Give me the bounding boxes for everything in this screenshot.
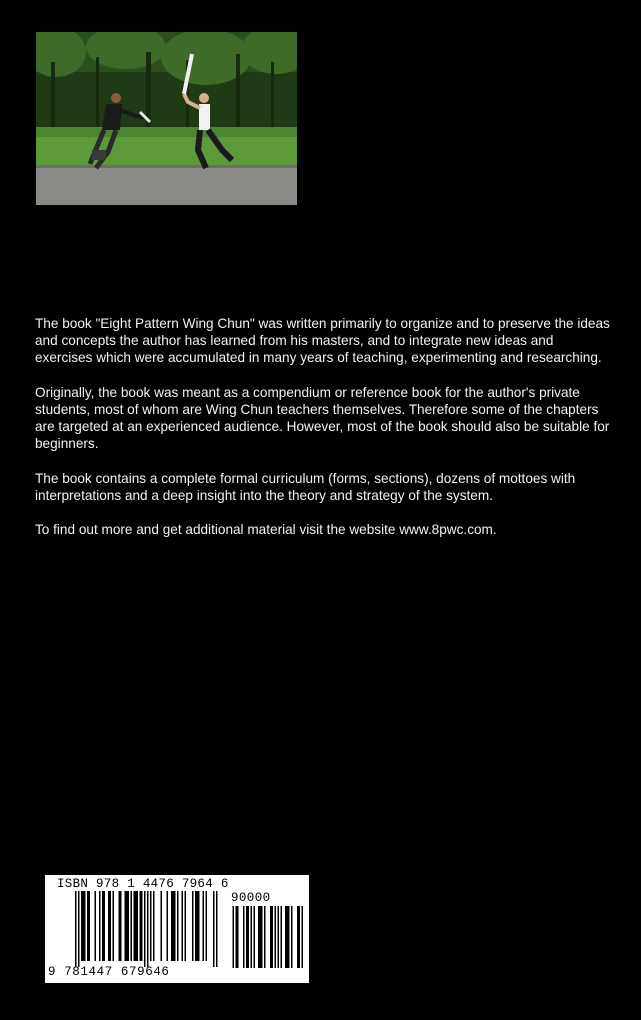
ean-barcode-bars	[75, 891, 225, 967]
barcode-bar	[119, 891, 121, 961]
barcode-bar	[137, 891, 139, 961]
barcode-bar	[213, 891, 215, 967]
barcode-bar	[161, 891, 163, 961]
barcode-bar	[174, 891, 176, 961]
barcode-bar	[185, 891, 187, 961]
addon-bar	[264, 906, 266, 968]
barcode-bar	[78, 891, 80, 967]
barcode-bar	[173, 891, 175, 961]
barcode-bar	[147, 891, 149, 967]
barcode-bar	[216, 891, 218, 967]
addon-bar	[278, 906, 280, 968]
addon-bar	[272, 906, 274, 968]
addon-bar	[237, 906, 239, 968]
blurb-paragraph-2: Originally, the book was meant as a compendium or reference book for the author's private students, most of whom are Wing Chun teachers themselves. Therefore some of the chapters are targeted at an experienced audience. However, most of the book should also be suitable for beginners.	[35, 384, 610, 452]
barcode-bar	[83, 891, 85, 961]
addon-bar	[236, 906, 238, 968]
barcode-bar	[102, 891, 104, 961]
barcode-bar	[195, 891, 197, 961]
barcode-bar	[110, 891, 112, 961]
barcode-bar	[150, 891, 152, 961]
barcode-bar	[81, 891, 83, 961]
ean-digits: 9 781447 679646	[48, 965, 170, 979]
barcode-bar	[126, 891, 128, 961]
addon-bar	[251, 906, 253, 968]
addon-bar	[291, 906, 293, 968]
addon-bar	[287, 906, 289, 968]
barcode-bar	[113, 891, 115, 961]
barcode-bar	[84, 891, 86, 961]
sparring-photo-icon	[36, 32, 297, 205]
barcode-bar	[141, 891, 143, 961]
barcode-bar	[177, 891, 179, 961]
barcode-bar	[203, 891, 205, 961]
barcode-bar	[128, 891, 130, 961]
back-cover-blurb	[35, 315, 610, 556]
barcode-bar	[104, 891, 106, 961]
addon-bar	[302, 906, 304, 968]
addon-bar	[246, 906, 248, 968]
barcode-bar	[153, 891, 155, 961]
barcode-bar	[206, 891, 208, 961]
addon-bar	[285, 906, 287, 968]
barcode-bar	[131, 891, 133, 961]
addon-bar	[288, 906, 290, 968]
blurb-paragraph-1: The book "Eight Pattern Wing Chun" was written primarily to organize and to preserve the ideas and concepts the author has learned from his masters, and to integrate new ideas and exercises which were accumulated in many years of teaching, experimenting and researching.	[35, 316, 610, 366]
addon-bar	[297, 906, 299, 968]
barcode-bar	[140, 891, 142, 961]
barcode-bar	[120, 891, 122, 961]
isbn-label: ISBN 978 1 4476 7964 6	[57, 877, 229, 891]
barcode-bar	[89, 891, 91, 961]
addon-bar	[258, 906, 260, 968]
barcode-addon-digits: 90000	[231, 891, 271, 905]
barcode-bar	[87, 891, 89, 961]
cover-photo	[36, 32, 297, 205]
barcode-bar	[134, 891, 136, 961]
barcode-bar	[192, 891, 194, 961]
addon-bar	[243, 906, 245, 968]
addon-bar	[254, 906, 256, 968]
barcode-bar	[75, 891, 77, 967]
barcode-bar	[171, 891, 173, 961]
barcode-bar	[108, 891, 110, 961]
barcode-bar	[198, 891, 200, 961]
barcode-bar	[197, 891, 199, 961]
barcode-bar	[144, 891, 146, 967]
blurb-paragraph-3: The book contains a complete formal curriculum (forms, sections), dozens of mottoes with interpretations and a deep insight into the theory and strategy of the system.	[35, 470, 576, 503]
addon-bar	[261, 906, 263, 968]
addon-bar	[270, 906, 272, 968]
barcode-bar	[135, 891, 137, 961]
barcode-bar	[99, 891, 101, 961]
isbn-barcode	[45, 875, 309, 983]
addon-bar	[281, 906, 283, 968]
addon-bar	[299, 906, 301, 968]
addon-bar	[248, 906, 250, 968]
barcode-bar	[167, 891, 169, 961]
blurb-paragraph-4: To find out more and get additional material visit the website www.8pwc.com.	[35, 522, 497, 538]
barcode-bar	[95, 891, 97, 961]
barcode-bar	[125, 891, 127, 961]
addon-bar	[233, 906, 235, 968]
addon-barcode-bars	[231, 906, 307, 968]
addon-bar	[275, 906, 277, 968]
barcode-bar	[182, 891, 184, 961]
addon-bar	[260, 906, 262, 968]
